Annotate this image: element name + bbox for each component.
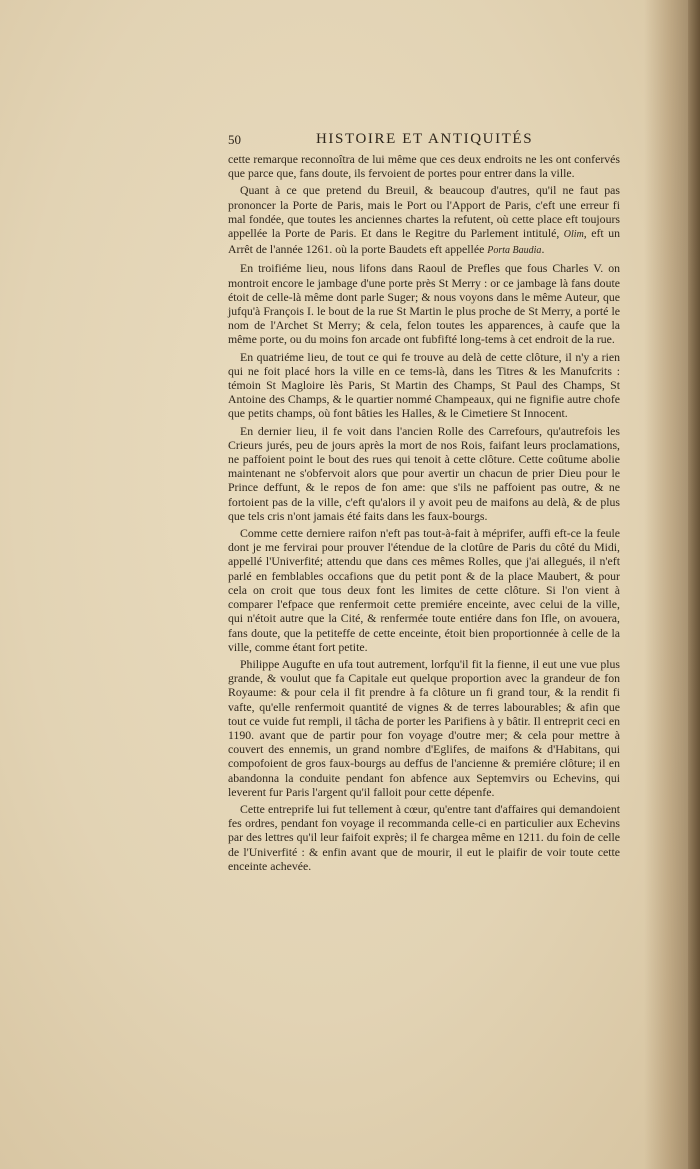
paragraph-2-part-c: . <box>541 242 545 257</box>
paragraph-4: En quatriéme lieu, de tout ce qui fe trouve au delà de cette clôture, il n'y a rien qui ne foit placé hors la ville en ce tems-là, dans les Titres & les Manufcrits : témoin St Magloire lès Paris, St Martin des Champs, St Paul des Champs, St Antoine des Champs, & le quartier nommé Champeaux, qui ne fignifie autre chofe que petits champs, où font bâties les Halles, & le Cimetiere St Innocent. <box>228 349 620 421</box>
paragraph-2-part-a: Quant à ce que pretend du Breuil, & beaucoup d'autres, qu'il ne faut pas prononcer la Porte de Paris, mais le Port ou l'Apport de Paris, c'eft une erreur fi mal fondée, que toutes les anciennes chartes la refutent, où cette place eft toujours appellée la Porte de Paris. Et dans le Regitre du Parlement intitulé, <box>228 183 620 241</box>
porta-baudia-term: Porta Baudia <box>487 245 542 257</box>
paragraph-1: cette remarque reconnoîtra de lui même que ces deux endroits ne les ont confervés que parce que, fans doute, ils fervoient de portes pour entrer dans la ville. <box>228 152 620 181</box>
book-spine-edge <box>688 0 700 1169</box>
book-page <box>228 128 620 873</box>
page-number: 50 <box>228 132 241 147</box>
olim-title: Olim <box>563 229 584 241</box>
running-title: HISTOIRE ET ANTIQUITÉS <box>316 131 534 147</box>
paragraph-8: Cette entreprife lui fut tellement à cœur, qu'entre tant d'affaires qui demandoient fes ordres, pendant fon voyage il recommanda celle-ci en particulier aux Echevins par des lettres qu'il leur faifoit exprès; il fe chargea même en 1211. du foin de celle de l'Univerfité : & enfin avant que de mourir, il eut le plaifir de voir toute cette enceinte achevée. <box>228 801 620 873</box>
body-text <box>228 152 620 873</box>
page-header <box>228 128 620 152</box>
paragraph-7: Philippe Augufte en ufa tout autrement, lorfqu'il fit la fienne, il eut une vue plus grande, & voulut que fa Capitale eut quelque proportion avec la grandeur de fon Royaume: & pour cela il fit prendre à fa clôture un fi grand tour, & la rendit fi vafte, qu'elle renfermoit quantité de vignes & de terres labourables; & afin que tout ce vuide fut rempli, il tâcha de porter les Parifiens à y bâtir. Il entreprit ceci en 1190. avant que de partir pour fon voyage d'outre mer; & cela pour mettre à couvert des ennemis, un grand nombre d'Eglifes, de maifons & d'Habitans, qui compofoient de gros faux-bourgs au deffus de l'ancienne & premiére clôture; il en abandonna la conduite pendant fon abfence aux Septemvirs ou Echevins, qui leverent fur Paris l'argent qu'il falloit pour cette dépenfe. <box>228 656 620 799</box>
paragraph-3: En troifiéme lieu, nous lifons dans Raoul de Prefles que fous Charles V. on montroit encore le jambage d'une porte près St Merry : or ce jambage là fans doute étoit de celle-là même dont parle Suger; & nous voyons dans le même Auteur, que jufqu'à François I. le bout de la rue St Martin le plus proche de St Merry, a porté le nom de l'Archet St Merry; & cela, felon toutes les apparences, à caufe que la même porte, ou du moins fon arcade ont fubfifté long-tems à cet endroit de la rue. <box>228 261 620 347</box>
paragraph-5: En dernier lieu, il fe voit dans l'ancien Rolle des Carrefours, qu'autrefois les Crieurs jurés, peu de jours après la mort de nos Rois, faifant leurs proclamations, ne paffoient point le bout des rues qui tenoit à cette clôture. Cette coûtume abolie maintenant ne s'obfervoit alors que pour avertir un chacun de prier Dieu pour le Prince deffunt, & le repos de fon ame: que s'ils ne paffoient pas outre, & ne fortoient pas de la ville, c'eft qu'alors il y avoit peu de maifons au delà, & de plus que tels cris n'ont jamais été faits dans les faux-bourgs. <box>228 423 620 523</box>
paragraph-2 <box>228 183 620 258</box>
paragraph-2-part-b: , eft un Arrêt de l'année 1261. où la porte Baudets eft appellée <box>228 226 620 257</box>
paragraph-6: Comme cette derniere raifon n'eft pas tout-à-fait à méprifer, auffi eft-ce la feule dont je me fervirai pour prouver l'étendue de la clotûre de Paris du côté du Midi, appellé l'Univerfité; attendu que dans ces mêmes Rolles, que j'ai allegués, il n'eft parlé en femblables occafions que du petit pont & de la place Maubert, & pour cela on croit que tous deux font les limites de cette clôture. Si l'on vient à comparer l'efpace que renfermoit cette premiére enceinte, avec celui de la ville, qui n'étoit autre que la Cité, & renfermée toute entiére dans fon Ifle, on avouera, fans doute, que la petiteffe de cette enceinte, étoit bien proportionnée à celle de la ville, comme étant fort petite. <box>228 526 620 654</box>
